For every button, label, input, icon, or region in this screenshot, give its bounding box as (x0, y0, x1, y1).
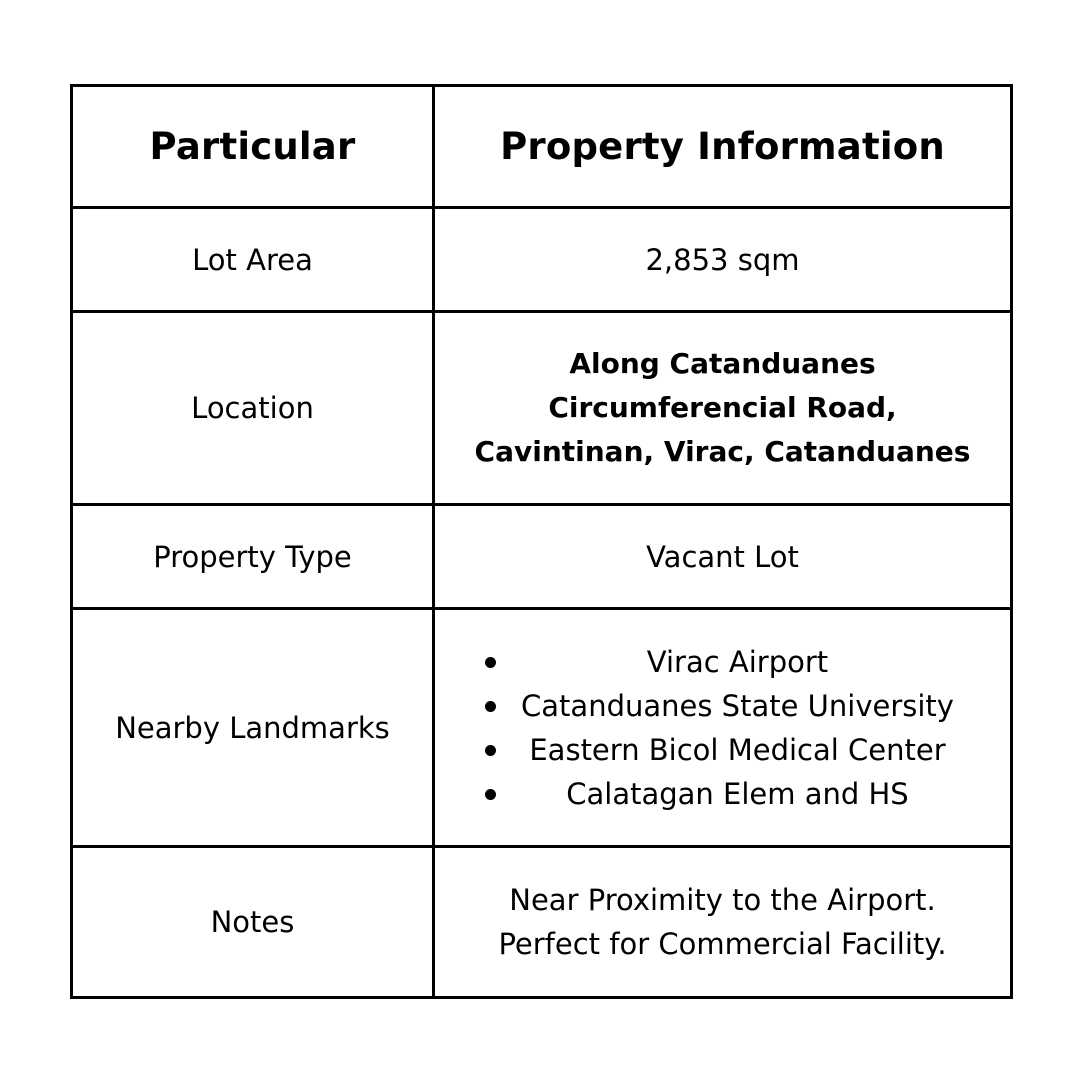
notes-label: Notes (72, 847, 434, 998)
notes-line: Perfect for Commercial Facility. (498, 927, 947, 961)
table-row (72, 312, 1012, 505)
landmark-list (445, 640, 1000, 816)
bullet-icon (485, 789, 496, 800)
table-header-row (72, 86, 1012, 208)
lot-area-value: 2,853 sqm (434, 208, 1012, 312)
property-info-table (70, 84, 1013, 999)
landmarks-value (434, 609, 1012, 847)
list-item (445, 728, 1000, 772)
notes-line: Near Proximity to the Airport. (509, 883, 936, 917)
landmarks-label: Nearby Landmarks (72, 609, 434, 847)
lot-area-label: Lot Area (72, 208, 434, 312)
list-item (445, 640, 1000, 684)
landmark-text: Virac Airport (646, 644, 829, 679)
bullet-icon (485, 657, 496, 668)
list-item (445, 684, 1000, 728)
location-line: Cavintinan, Virac, Catanduanes (474, 435, 971, 468)
property-type-label: Property Type (72, 505, 434, 609)
header-property-information: Property Information (434, 86, 1012, 208)
header-particular: Particular (72, 86, 434, 208)
location-line: Along Catanduanes (569, 347, 876, 380)
table-row (72, 609, 1012, 847)
table-row (72, 208, 1012, 312)
bullet-icon (485, 701, 496, 712)
table-row (72, 505, 1012, 609)
property-type-value: Vacant Lot (434, 505, 1012, 609)
table-row (72, 847, 1012, 998)
landmark-text: Calatagan Elem and HS (566, 776, 909, 811)
landmark-text: Eastern Bicol Medical Center (529, 732, 946, 767)
location-line: Circumferencial Road, (548, 391, 897, 424)
landmark-text: Catanduanes State University (521, 688, 954, 723)
location-value (434, 312, 1012, 505)
notes-value (434, 847, 1012, 998)
location-label: Location (72, 312, 434, 505)
bullet-icon (485, 745, 496, 756)
list-item (445, 772, 1000, 816)
